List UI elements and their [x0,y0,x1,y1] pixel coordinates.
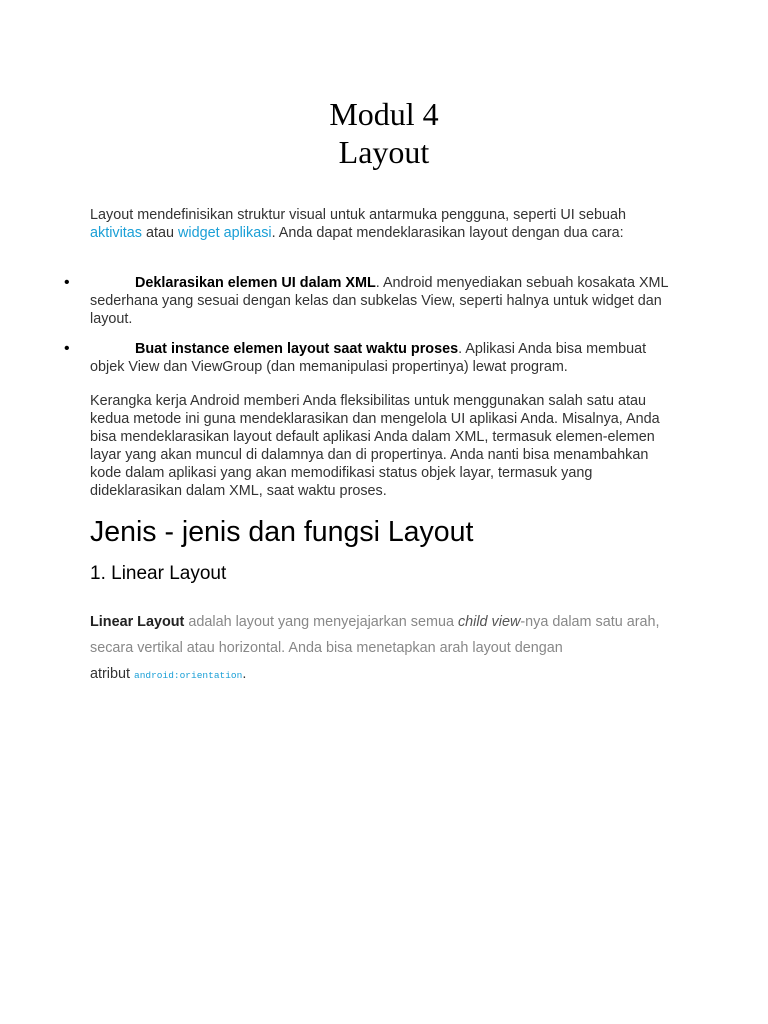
linear-layout-text-1: adalah layout yang menyejajarkan semua [184,614,458,630]
bullet-heading: Deklarasikan elemen UI dalam XML [135,275,376,291]
methods-list [0,274,768,376]
bullet-text: . Aplikasi Anda bisa membuat objek View dan ViewGroup (dan memanipulasi propertinya) lewat program. [90,341,647,375]
linear-layout-paragraph [90,609,680,689]
intro-paragraph [90,206,680,242]
document-title [0,95,768,171]
title-line-1: Modul 4 [329,96,439,132]
title-line-2: Layout [338,134,430,170]
orientation-attribute-code: android:orientation [134,670,243,681]
intro-text-1: Layout mendefinisikan struktur visual untuk antarmuka pengguna, seperti UI sebuah [90,207,626,223]
linear-layout-text-2: -nya dalam satu arah, secara vertikal atau horizontal. Anda bisa menetapkan arah layout dengan [90,614,660,656]
list-item [0,274,680,328]
bullet-marker: • [64,274,70,291]
section-heading: Jenis - jenis dan fungsi Layout [90,516,474,548]
list-item [0,340,680,376]
bullet-marker: • [64,340,70,357]
intro-text-3: . Anda dapat mendeklarasikan layout dengan dua cara: [271,225,624,241]
child-view-term: child view [457,614,521,630]
linear-layout-text-3: atribut [90,666,134,682]
linear-layout-text-end: . [242,666,247,682]
linear-layout-term: Linear Layout [90,614,185,630]
aktivitas-link[interactable]: aktivitas [90,225,142,241]
framework-paragraph: Kerangka kerja Android memberi Anda fleksibilitas untuk menggunakan salah satu atau kedua metode ini guna mendeklarasikan dan mengelola UI aplikasi Anda. Misalnya, Anda bisa mendeklarasikan layout default aplikasi Anda dalam XML, termasuk elemen-elemen layar yang akan muncul di dalamnya dan di propertinya. Anda nanti bisa menambahkan kode dalam aplikasi yang akan memodifikasi status objek layar, termasuk yang dideklarasikan dalam XML, saat waktu proses. [90,393,660,499]
subsection-heading: 1. Linear Layout [90,563,227,584]
bullet-text: . Android menyediakan sebuah kosakata XML sederhana yang sesuai dengan kelas dan subkelas View, seperti halnya untuk widget dan layout. [90,275,669,327]
bullet-heading: Buat instance elemen layout saat waktu proses [135,341,459,357]
intro-text-2: atau [141,225,178,241]
widget-aplikasi-link[interactable]: widget aplikasi [178,225,272,241]
